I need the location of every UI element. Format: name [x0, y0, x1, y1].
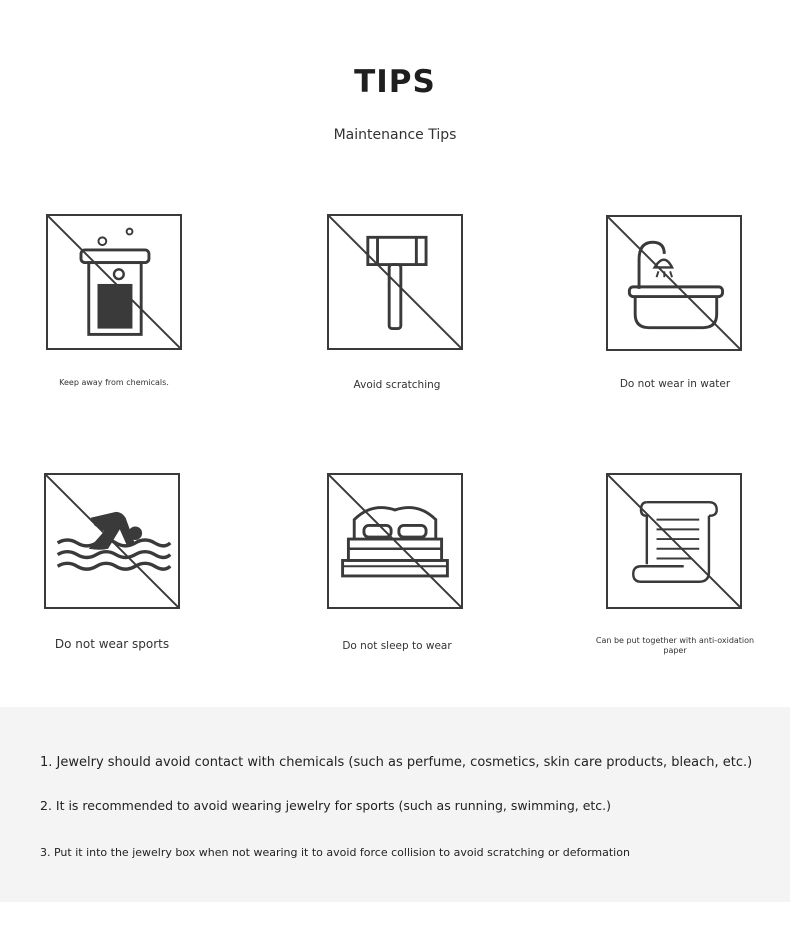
tip-label-paper: Can be put together with anti-oxidation paper: [595, 636, 755, 655]
tip-card-paper: [606, 473, 742, 609]
note-item: 1. Jewelry should avoid contact with chemicals (such as perfume, cosmetics, skin care products, bleach, etc.): [40, 755, 753, 770]
tip-card-chemicals: [46, 214, 182, 350]
swimmer-icon: [46, 475, 178, 607]
note-item: 2. It is recommended to avoid wearing jewelry for sports (such as running, swimming, etc.): [40, 798, 612, 813]
tip-card-scratching: [327, 214, 463, 350]
page-subtitle: Maintenance Tips: [333, 127, 457, 143]
note-item: 3. Put it into the jewelry box when not wearing it to avoid force collision to avoid scratching or deformation: [40, 846, 630, 859]
tip-card-sports: [44, 473, 180, 609]
notes-panel: [0, 707, 790, 902]
tip-label-scratching: Avoid scratching: [353, 379, 441, 391]
hammer-icon: [329, 216, 461, 348]
chemicals-icon: [48, 216, 180, 348]
page-title: TIPS: [354, 64, 436, 100]
tip-label-sleep: Do not sleep to wear: [342, 640, 452, 652]
tip-label-water: Do not wear in water: [619, 378, 731, 390]
tip-card-sleep: [327, 473, 463, 609]
bathtub-icon: [608, 217, 740, 349]
tip-card-water: [606, 215, 742, 351]
scroll-paper-icon: [608, 475, 740, 607]
bed-icon: [329, 475, 461, 607]
tip-label-chemicals: Keep away from chemicals.: [59, 378, 169, 387]
tip-label-sports: Do not wear sports: [54, 637, 170, 651]
